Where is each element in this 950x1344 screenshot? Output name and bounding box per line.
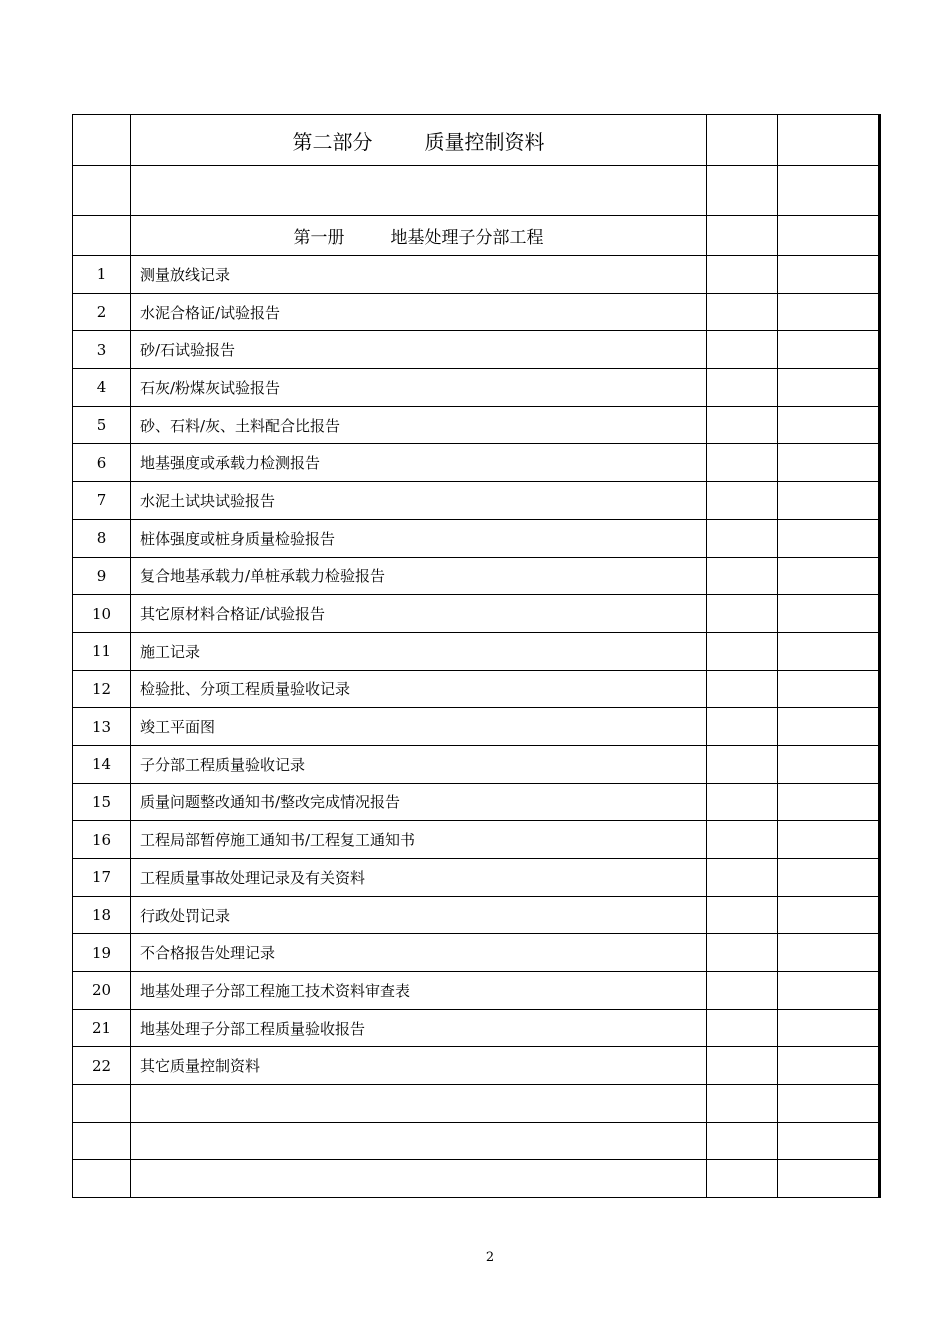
empty-cell [778, 1160, 880, 1198]
item-col-b-cell [778, 595, 880, 633]
empty-cell [73, 1122, 131, 1160]
item-col-b-cell [778, 896, 880, 934]
volume-title-row [73, 216, 880, 256]
item-name: 地基处理子分部工程质量验收报告 [131, 1009, 707, 1047]
item-col-b-cell [778, 256, 880, 294]
part-col-b-cell [778, 115, 880, 166]
item-number: 21 [73, 1009, 131, 1047]
empty-cell [707, 1085, 778, 1123]
item-col-a-cell [707, 331, 778, 369]
item-number: 8 [73, 519, 131, 557]
table-row [73, 406, 880, 444]
item-number: 1 [73, 256, 131, 294]
item-name: 地基处理子分部工程施工技术资料审查表 [131, 972, 707, 1010]
item-col-a-cell [707, 896, 778, 934]
item-name: 水泥合格证/试验报告 [131, 293, 707, 331]
table-row [73, 293, 880, 331]
item-name: 水泥土试块试验报告 [131, 482, 707, 520]
item-name: 砂、石料/灰、土料配合比报告 [131, 406, 707, 444]
document-index-table [72, 114, 881, 1198]
item-number: 3 [73, 331, 131, 369]
page-number: 2 [485, 1250, 495, 1265]
table-row [73, 745, 880, 783]
blank-cell [73, 166, 131, 216]
item-number: 2 [73, 293, 131, 331]
item-col-b-cell [778, 1009, 880, 1047]
item-number: 18 [73, 896, 131, 934]
item-col-a-cell [707, 482, 778, 520]
empty-row [73, 1122, 880, 1160]
volume-col-b-cell [778, 216, 880, 256]
empty-cell [778, 1085, 880, 1123]
empty-row [73, 1160, 880, 1198]
item-name: 复合地基承载力/单桩承载力检验报告 [131, 557, 707, 595]
item-col-b-cell [778, 632, 880, 670]
table-row [73, 519, 880, 557]
item-number: 11 [73, 632, 131, 670]
item-name: 施工记录 [131, 632, 707, 670]
volume-title: 地基处理子分部工程 [390, 228, 544, 248]
item-number: 6 [73, 444, 131, 482]
item-col-b-cell [778, 670, 880, 708]
item-col-b-cell [778, 972, 880, 1010]
item-number: 16 [73, 821, 131, 859]
item-name: 竣工平面图 [131, 708, 707, 746]
item-col-b-cell [778, 293, 880, 331]
item-number: 14 [73, 745, 131, 783]
part-title: 质量控制资料 [424, 129, 545, 154]
item-col-a-cell [707, 745, 778, 783]
item-col-a-cell [707, 934, 778, 972]
table-row [73, 859, 880, 897]
part-col-a-cell [707, 115, 778, 166]
empty-cell [778, 1122, 880, 1160]
part-title-row [73, 115, 880, 166]
item-col-b-cell [778, 708, 880, 746]
item-col-a-cell [707, 293, 778, 331]
volume-label: 第一册 [293, 228, 345, 248]
table-row [73, 1009, 880, 1047]
item-col-a-cell [707, 632, 778, 670]
table-row [73, 331, 880, 369]
item-col-a-cell [707, 783, 778, 821]
table-row [73, 972, 880, 1010]
blank-cell [707, 166, 778, 216]
item-name: 行政处罚记录 [131, 896, 707, 934]
item-col-a-cell [707, 859, 778, 897]
empty-cell [131, 1085, 707, 1123]
item-col-b-cell [778, 519, 880, 557]
item-col-a-cell [707, 1047, 778, 1085]
table-row [73, 557, 880, 595]
blank-cell [778, 166, 880, 216]
item-col-b-cell [778, 557, 880, 595]
table-row [73, 934, 880, 972]
item-col-a-cell [707, 1009, 778, 1047]
item-col-b-cell [778, 821, 880, 859]
item-col-a-cell [707, 444, 778, 482]
item-col-b-cell [778, 482, 880, 520]
item-col-b-cell [778, 444, 880, 482]
table-row [73, 482, 880, 520]
table-row [73, 632, 880, 670]
item-number: 7 [73, 482, 131, 520]
item-col-b-cell [778, 369, 880, 407]
table-row [73, 595, 880, 633]
item-name: 地基强度或承载力检测报告 [131, 444, 707, 482]
item-col-b-cell [778, 1047, 880, 1085]
item-col-b-cell [778, 783, 880, 821]
item-col-b-cell [778, 745, 880, 783]
table-row [73, 708, 880, 746]
item-name: 砂/石试验报告 [131, 331, 707, 369]
table-row [73, 821, 880, 859]
item-col-a-cell [707, 972, 778, 1010]
item-col-b-cell [778, 859, 880, 897]
item-name: 石灰/粉煤灰试验报告 [131, 369, 707, 407]
empty-cell [707, 1122, 778, 1160]
empty-cell [73, 1085, 131, 1123]
item-name: 其它原材料合格证/试验报告 [131, 595, 707, 633]
item-col-a-cell [707, 519, 778, 557]
item-number: 22 [73, 1047, 131, 1085]
volume-col-a-cell [707, 216, 778, 256]
item-number: 20 [73, 972, 131, 1010]
item-name: 检验批、分项工程质量验收记录 [131, 670, 707, 708]
item-number: 19 [73, 934, 131, 972]
table-row [73, 1047, 880, 1085]
item-name: 其它质量控制资料 [131, 1047, 707, 1085]
item-number: 13 [73, 708, 131, 746]
part-label: 第二部分 [292, 129, 373, 154]
item-name: 不合格报告处理记录 [131, 934, 707, 972]
item-col-b-cell [778, 331, 880, 369]
empty-cell [131, 1122, 707, 1160]
item-col-a-cell [707, 670, 778, 708]
item-name: 工程局部暂停施工通知书/工程复工通知书 [131, 821, 707, 859]
item-number: 17 [73, 859, 131, 897]
empty-cell [707, 1160, 778, 1198]
item-col-a-cell [707, 821, 778, 859]
item-number: 10 [73, 595, 131, 633]
item-number: 9 [73, 557, 131, 595]
item-name: 桩体强度或桩身质量检验报告 [131, 519, 707, 557]
item-name: 质量问题整改通知书/整改完成情况报告 [131, 783, 707, 821]
volume-title-cell [131, 216, 707, 256]
item-col-a-cell [707, 256, 778, 294]
blank-row [73, 166, 880, 216]
table-row [73, 670, 880, 708]
item-col-b-cell [778, 406, 880, 444]
table-row [73, 369, 880, 407]
part-title-cell [131, 115, 707, 166]
part-num-cell [73, 115, 131, 166]
item-name: 子分部工程质量验收记录 [131, 745, 707, 783]
item-col-a-cell [707, 708, 778, 746]
table-row [73, 896, 880, 934]
item-col-b-cell [778, 934, 880, 972]
table-row [73, 256, 880, 294]
blank-cell [131, 166, 707, 216]
item-number: 12 [73, 670, 131, 708]
item-number: 15 [73, 783, 131, 821]
volume-num-cell [73, 216, 131, 256]
item-number: 5 [73, 406, 131, 444]
item-name: 工程质量事故处理记录及有关资料 [131, 859, 707, 897]
empty-cell [73, 1160, 131, 1198]
table-row [73, 783, 880, 821]
item-name: 测量放线记录 [131, 256, 707, 294]
item-col-a-cell [707, 595, 778, 633]
item-col-a-cell [707, 369, 778, 407]
empty-row [73, 1085, 880, 1123]
empty-cell [131, 1160, 707, 1198]
item-col-a-cell [707, 557, 778, 595]
item-col-a-cell [707, 406, 778, 444]
table-row [73, 444, 880, 482]
item-number: 4 [73, 369, 131, 407]
